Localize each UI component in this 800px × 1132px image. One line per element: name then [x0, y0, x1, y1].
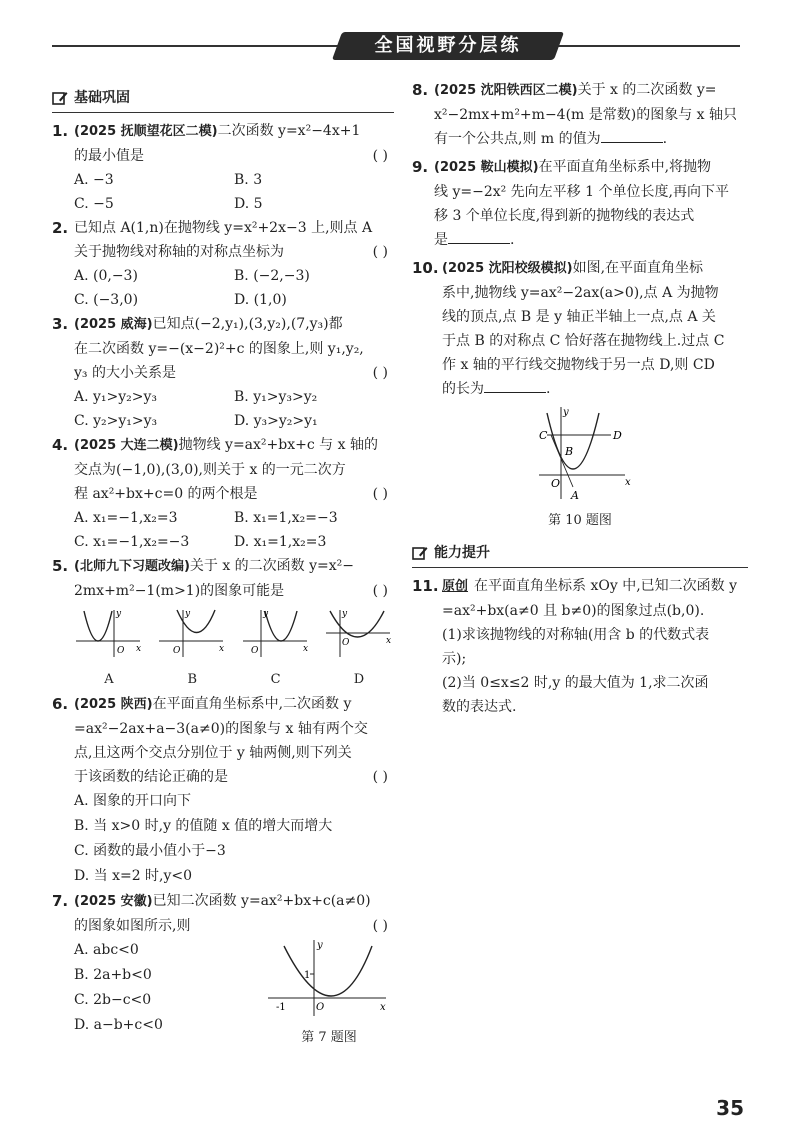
question-text: 抛物线 y=ax²+bx+c 与 x 轴的	[178, 437, 378, 453]
question-text: 的长为	[442, 381, 484, 397]
question-text: 数的表达式.	[442, 699, 517, 715]
question-text: 是	[434, 232, 448, 248]
banner-title: 全国视野分层练	[374, 35, 522, 56]
graph-option-d	[324, 607, 394, 692]
left-column	[52, 86, 394, 1050]
answer-paren: ( )	[372, 486, 388, 502]
question-text: 移 3 个单位长度,得到新的抛物线的表达式	[434, 208, 695, 224]
svg-text:x: x	[219, 644, 225, 654]
question-text: x²−2mx+m²+m−4(m 是常数)的图象与 x 轴只	[434, 107, 738, 123]
svg-text:O: O	[316, 1002, 325, 1013]
question-text: 作 x 轴的平行线交抛物线于另一点 D,则 CD	[442, 357, 715, 373]
option: D. a−b+c<0	[74, 1017, 163, 1033]
question-text: 的最小值是	[74, 148, 144, 164]
question-text: =ax²+bx(a≠0 且 b≠0)的图象过点(b,0).	[442, 603, 705, 619]
question-text: =ax²−2ax+a−3(a≠0)的图象与 x 轴有两个交	[74, 721, 368, 737]
question-2	[52, 216, 394, 264]
question-8: 8. (2025 沈阳铁西区二模)关于 x 的二次函数 y= x²−2mx+m²+m−4(m 是常数)的图象与 x 轴只 有一个公共点,则 m 的值为 .	[412, 78, 748, 151]
question-text: 在二次函数 y=−(x−2)²+c 的图象上,则 y₁,y₂,	[74, 341, 364, 357]
question-text: 在平面直角坐标系中,二次函数 y	[152, 696, 352, 712]
svg-text:D: D	[613, 429, 622, 442]
question-text: 在平面直角坐标系中,将抛物	[538, 159, 712, 175]
option: A. 图象的开口向下	[74, 793, 192, 809]
question-source: (2025 鞍山模拟)	[434, 160, 539, 175]
svg-text:x: x	[136, 644, 142, 654]
question-6	[52, 692, 394, 789]
option: C. 2b−c<0	[74, 992, 152, 1008]
question-text: 系中,抛物线 y=ax²−2ax(a>0),点 A 为抛物	[442, 285, 719, 301]
option: D. 当 x=2 时,y<0	[74, 868, 193, 884]
question-number: 4.	[52, 436, 69, 454]
option: C. 函数的最小值小于−3	[74, 843, 226, 859]
question-source: (2025 陕西)	[74, 697, 153, 712]
question-number: 11.	[412, 577, 439, 595]
option: B. x₁=1,x₂=−3	[234, 510, 338, 526]
question-text: 如图,在平面直角坐标	[572, 260, 704, 276]
q7-figure	[264, 938, 394, 1050]
question-text: 线 y=−2x² 先向左平移 1 个单位长度,再向下平	[434, 184, 729, 200]
pencil-note-icon	[412, 546, 428, 560]
graph-label: D	[353, 672, 365, 687]
parabola-graph-a	[74, 607, 144, 659]
question-text: 的图象如图所示,则	[74, 918, 191, 934]
option: C. x₁=−1,x₂=−3	[74, 534, 190, 550]
svg-text:O: O	[551, 477, 561, 490]
svg-text:B: B	[565, 445, 574, 458]
question-5	[52, 554, 394, 603]
page-number: 35	[716, 1096, 744, 1120]
svg-text:x: x	[625, 477, 631, 488]
figure-caption: 第 10 题图	[548, 513, 612, 528]
question-text: 已知点(−2,y₁),(3,y₂),(7,y₃)都	[152, 316, 343, 332]
question-4	[52, 433, 394, 506]
option: B. 3	[234, 172, 263, 188]
q10-figure	[412, 405, 748, 533]
question-text: 点,且这两个交点分别位于 y 轴两侧,则下列关	[74, 745, 352, 761]
svg-text:y: y	[116, 609, 122, 619]
answer-blank[interactable]	[448, 229, 510, 244]
option: A. (0,−3)	[74, 268, 138, 284]
q7-body	[52, 938, 394, 1050]
question-number: 7.	[52, 892, 69, 910]
options-q4	[52, 506, 394, 554]
question-text: 线的顶点,点 B 是 y 轴正半轴上一点,点 A 关	[442, 309, 716, 325]
question-text: 已知二次函数 y=ax²+bx+c(a≠0)	[152, 893, 371, 909]
q5-graph-options	[52, 607, 394, 692]
answer-paren: ( )	[372, 148, 388, 164]
answer-paren: ( )	[372, 365, 388, 381]
question-number: 2.	[52, 219, 69, 237]
question-9: 9. (2025 鞍山模拟)在平面直角坐标系中,将抛物 线 y=−2x² 先向左平移 1 个单位长度,再向下平 移 3 个单位长度,得到新的抛物线的表达式 是 .	[412, 155, 748, 252]
section-advanced	[412, 541, 748, 568]
question-source: (2025 安徽)	[74, 894, 153, 909]
question-text: y₃ 的大小关系是	[74, 365, 176, 381]
svg-text:x: x	[380, 1002, 386, 1013]
question-text: 关于抛物线对称轴的对称点坐标为	[74, 244, 284, 260]
pencil-note-icon	[52, 91, 68, 105]
q10-parabola-graph	[525, 405, 635, 501]
options-q1	[52, 168, 394, 216]
question-number: 9.	[412, 158, 429, 176]
svg-text:y: y	[341, 609, 348, 619]
question-text: 交点为(−1,0),(3,0),则关于 x 的一元二次方	[74, 462, 346, 478]
section-basic-title: 基础巩固	[74, 90, 130, 106]
question-number: 1.	[52, 122, 69, 140]
svg-text:O: O	[173, 646, 181, 656]
svg-text:y: y	[262, 609, 268, 619]
graph-option-b	[157, 607, 227, 692]
svg-text:O: O	[250, 646, 259, 656]
question-source: (北师九下习题改编)	[74, 559, 190, 574]
question-text: 已知点 A(1,n)在抛物线 y=x²+2x−3 上,则点 A	[74, 220, 373, 236]
question-number: 5.	[52, 557, 69, 575]
answer-blank[interactable]	[484, 378, 546, 393]
option: A. y₁>y₂>y₃	[74, 389, 158, 405]
svg-text:1: 1	[304, 970, 311, 981]
question-text: 示);	[442, 651, 467, 667]
section-basic	[52, 86, 394, 113]
svg-text:O: O	[117, 646, 125, 656]
figure-caption: 第 7 题图	[301, 1030, 357, 1045]
option: B. y₁>y₃>y₂	[234, 389, 318, 405]
question-source: (2025 沈阳校级模拟)	[442, 261, 573, 276]
svg-text:y: y	[563, 407, 569, 418]
graph-option-a	[74, 607, 144, 692]
graph-label: C	[270, 672, 281, 687]
answer-paren: ( )	[372, 918, 388, 934]
question-10: 10. (2025 沈阳校级模拟)如图,在平面直角坐标 系中,抛物线 y=ax²−2ax(a>0),点 A 为抛物 线的顶点,点 B 是 y 轴正半轴上一点,点 A 关 于点 B 的对称点 C 恰好落在抛物线上.过点 C 作 x 轴的平行线交抛物线于另一点 D,则 CD 的长为 .	[412, 256, 748, 401]
graph-label: A	[104, 672, 114, 687]
option: B. 2a+b<0	[74, 967, 152, 983]
question-source: (2025 抚顺望花区二模)	[74, 124, 218, 139]
question-3	[52, 312, 394, 385]
svg-text:C: C	[539, 429, 548, 442]
page-banner	[52, 30, 740, 62]
parabola-graph-d	[324, 607, 394, 659]
question-text: 有一个公共点,则 m 的值为	[434, 131, 601, 147]
svg-text:x: x	[302, 644, 308, 654]
option: C. (−3,0)	[74, 292, 139, 308]
svg-text:y: y	[317, 940, 323, 951]
section-advanced-title: 能力提升	[434, 545, 490, 561]
option: D. x₁=1,x₂=3	[234, 534, 327, 550]
question-number: 10.	[412, 259, 439, 277]
original-tag: 原创	[442, 579, 469, 594]
right-column	[412, 78, 748, 719]
answer-paren: ( )	[372, 583, 388, 599]
svg-text:-1: -1	[276, 1002, 286, 1013]
answer-paren: ( )	[372, 769, 388, 785]
svg-text:A: A	[571, 489, 579, 501]
option: B. 当 x>0 时,y 的值随 x 值的增大而增大	[74, 818, 333, 834]
question-text: 于点 B 的对称点 C 恰好落在抛物线上.过点 C	[442, 333, 725, 349]
question-number: 6.	[52, 695, 69, 713]
svg-text:y: y	[185, 609, 191, 619]
question-text: 二次函数 y=x²−4x+1	[217, 123, 361, 139]
graph-option-c	[241, 607, 311, 692]
question-text: 在平面直角坐标系 xOy 中,已知二次函数 y	[474, 578, 738, 594]
question-source: (2025 大连二模)	[74, 438, 179, 453]
option: B. (−2,−3)	[234, 268, 310, 284]
question-text: (1)求该抛物线的对称轴(用含 b 的代数式表	[442, 627, 710, 643]
options-q7	[52, 938, 264, 1050]
parabola-graph-c	[241, 607, 311, 659]
question-source: (2025 沈阳铁西区二模)	[434, 83, 578, 98]
option: D. y₃>y₂>y₁	[234, 413, 318, 429]
option: C. −5	[74, 196, 114, 212]
q7-parabola-graph	[264, 938, 394, 1018]
option: C. y₂>y₁>y₃	[74, 413, 158, 429]
question-11	[412, 574, 748, 719]
question-text: 关于 x 的二次函数 y=x²−	[189, 558, 355, 574]
answer-blank[interactable]	[601, 128, 663, 143]
svg-text:x: x	[385, 636, 392, 646]
option: A. abc<0	[74, 942, 139, 958]
options-q3	[52, 385, 394, 433]
question-number: 3.	[52, 315, 69, 333]
answer-paren: ( )	[372, 244, 388, 260]
question-text: 程 ax²+bx+c=0 的两个根是	[74, 486, 258, 502]
question-source: (2025 威海)	[74, 317, 153, 332]
options-q6	[52, 789, 394, 889]
option: A. x₁=−1,x₂=3	[74, 510, 178, 526]
svg-text:O: O	[341, 638, 350, 648]
question-text: 2mx+m²−1(m>1)的图象可能是	[74, 583, 285, 599]
question-1	[52, 119, 394, 168]
question-7	[52, 889, 394, 938]
question-number: 8.	[412, 81, 429, 99]
question-text: 关于 x 的二次函数 y=	[577, 82, 717, 98]
option: A. −3	[74, 172, 114, 188]
question-text: (2)当 0≤x≤2 时,y 的最大值为 1,求二次函	[442, 675, 709, 691]
parabola-graph-b	[157, 607, 227, 659]
option: D. 5	[234, 196, 263, 212]
options-q2	[52, 264, 394, 312]
option: D. (1,0)	[234, 292, 287, 308]
graph-label: B	[187, 672, 198, 687]
question-text: 于该函数的结论正确的是	[74, 769, 228, 785]
